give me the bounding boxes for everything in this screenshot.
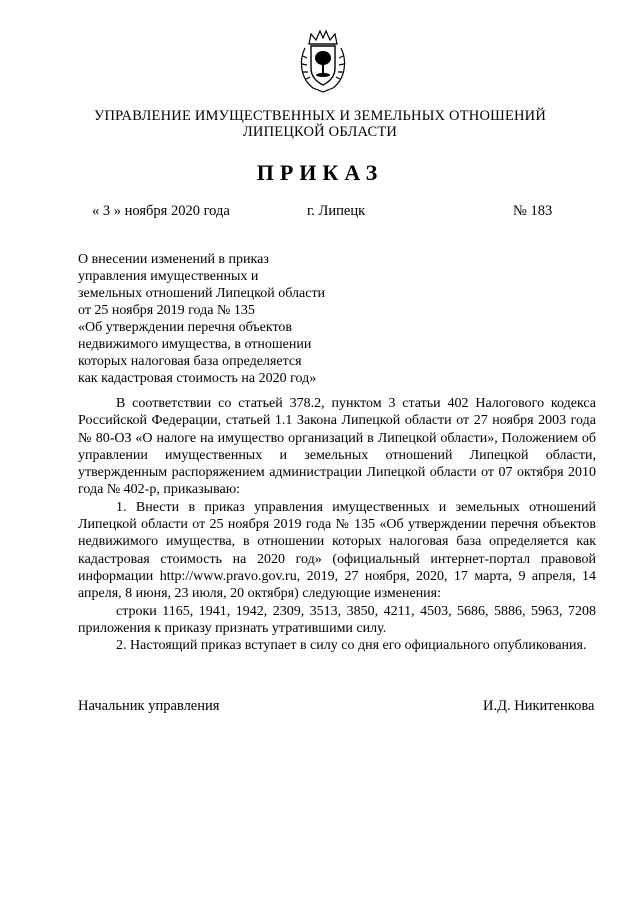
document-city: г. Липецк: [307, 203, 366, 219]
body-paragraph: В соответствии со статьей 378.2, пунктом 3 статьи 402 Налогового кодекса Российской Федерации, статьей 1.1 Закона Липецкой области от 27 ноября 2003 года № 80-ОЗ «О налоге на имущество организаций в Липецкой области», Положением об управлении имущественных и земельных отношений Липецкой области, утвержденным распоряжением администрации Липецкой области от 07 октября 2010 года № 402-р, приказываю:: [78, 396, 596, 498]
coat-of-arms-icon: [297, 28, 349, 96]
body-paragraph: 1. Внести в приказ управления имущественных и земельных отношений Липецкой области от 25 ноября 2019 года № 135 «Об утверждении перечня объектов недвижимого имущества, в отношении которых налоговая база определяется как кадастровая стоимость на 2020 год» (официальный интернет-портал правовой информации http://www.pravo.gov.ru, 2019, 27 ноября, 2020, 17 марта, 9 апреля, 14 апреля, 8 июня, 23 июля, 20 октября) следующие изменения:: [78, 499, 596, 602]
organization-name-line-2: ЛИПЕЦКОЙ ОБЛАСТИ: [242, 124, 398, 140]
subject-line: О внесении изменений в приказ: [78, 252, 269, 267]
subject-line: управления имущественных и: [78, 269, 259, 284]
signature-position: Начальник управления: [78, 698, 220, 714]
subject-line: «Об утверждении перечня объектов: [78, 320, 293, 335]
organization-name-line-1: УПРАВЛЕНИЕ ИМУЩЕСТВЕННЫХ И ЗЕМЕЛЬНЫХ ОТНОШЕНИЙ: [93, 108, 547, 124]
subject-line: недвижимого имущества, в отношении: [78, 337, 312, 352]
signature-name: И.Д. Никитенкова: [483, 698, 595, 714]
document-title: ПРИКАЗ: [256, 160, 384, 185]
document-subject: [78, 251, 325, 387]
document-number: № 183: [513, 203, 553, 219]
body-paragraph: 2. Настоящий приказ вступает в силу со дня его официального опубликования.: [116, 638, 587, 654]
body-paragraph: строки 1165, 1941, 1942, 2309, 3513, 3850, 4211, 4503, 5686, 5886, 5963, 7208 приложения к приказу признать утратившими силу.: [78, 603, 596, 636]
subject-line: как кадастровая стоимость на 2020 год»: [78, 371, 317, 386]
subject-line: земельных отношений Липецкой области: [78, 286, 326, 301]
subject-line: от 25 ноября 2019 года № 135: [78, 303, 255, 318]
document-date: « 3 » ноября 2020 года: [92, 203, 230, 219]
subject-line: которых налоговая база определяется: [78, 354, 302, 369]
document-body: [78, 395, 596, 654]
